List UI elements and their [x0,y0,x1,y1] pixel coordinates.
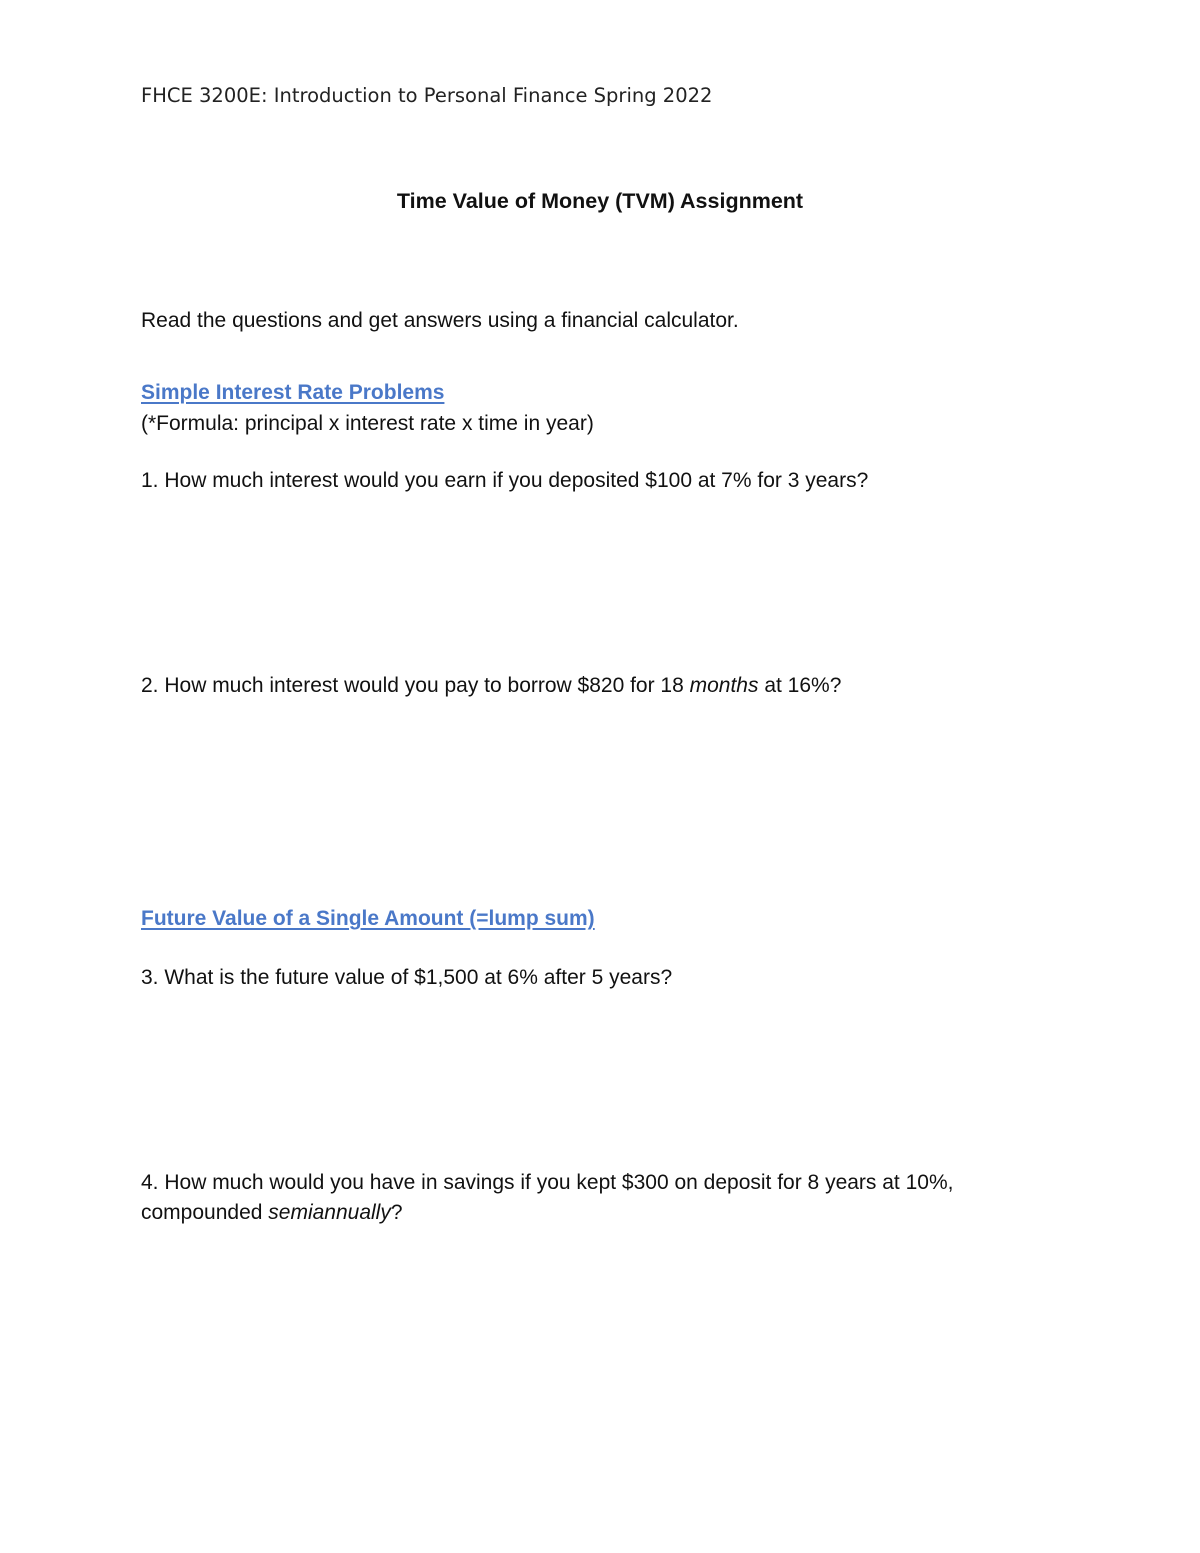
question-2-text-after: at 16%? [758,674,842,697]
course-header: FHCE 3200E: Introduction to Personal Finance Spring 2022 [141,84,713,107]
section-heading-simple-interest[interactable]: Simple Interest Rate Problems [141,381,445,404]
instructions-text: Read the questions and get answers using a financial calculator. [141,309,739,332]
question-4-line-1: 4. How much would you have in savings if you kept $300 on deposit for 8 years at 10%, [141,1171,954,1194]
question-4-text-after: ? [390,1201,403,1224]
question-4-line-2 [141,1199,403,1227]
question-4-text-before: compounded [141,1201,269,1224]
question-2-text-before: 2. How much interest would you pay to borrow $820 for 18 [141,674,690,697]
question-1: 1. How much interest would you earn if you deposited $100 at 7% for 3 years? [141,469,869,492]
formula-note: (*Formula: principal x interest rate x time in year) [141,412,594,435]
question-3: 3. What is the future value of $1,500 at 6% after 5 years? [141,966,673,989]
page-title: Time Value of Money (TVM) Assignment [396,189,804,213]
section-heading-future-value[interactable]: Future Value of a Single Amount (=lump sum) [141,907,595,930]
question-2 [141,672,841,700]
question-2-emphasis: months [689,674,759,697]
question-4-emphasis: semiannually [268,1201,391,1224]
